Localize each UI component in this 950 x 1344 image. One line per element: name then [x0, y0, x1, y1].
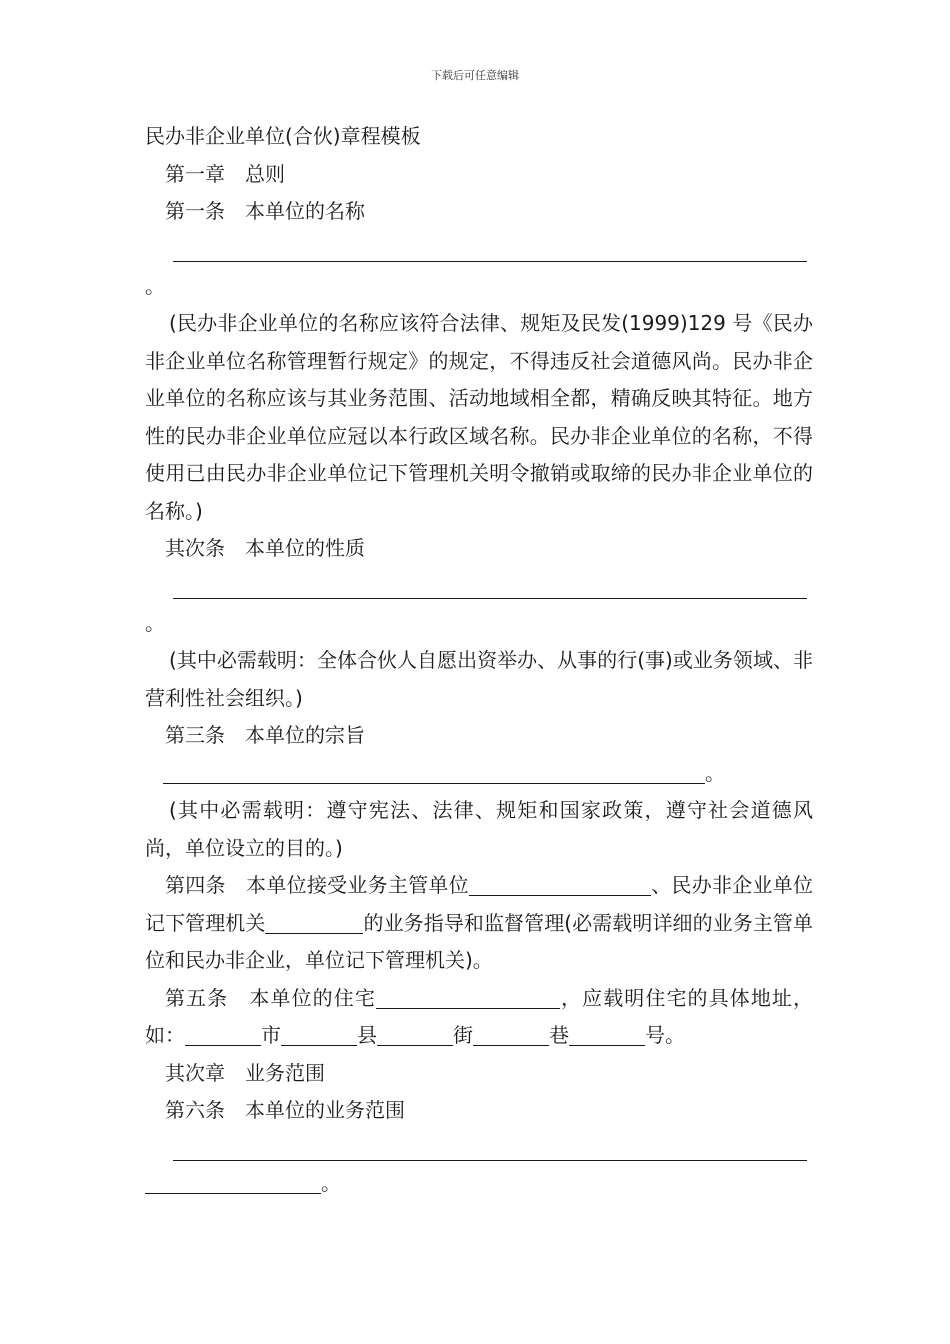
article-5-part-2: ，应载明住宅的具体地址，如：: [145, 985, 814, 1047]
number-blank: [569, 1023, 645, 1046]
article-3-period: 。: [705, 760, 725, 785]
city-blank: [185, 1023, 261, 1046]
street-label: 街: [453, 1023, 473, 1047]
lane-blank: [473, 1023, 549, 1046]
article-4-number: 第四条: [165, 873, 226, 897]
number-label: 号。: [645, 1023, 685, 1047]
lane-label: 巷: [549, 1023, 569, 1047]
article-1-fill-line: [173, 239, 807, 262]
article-6-number: 第六条: [165, 1098, 225, 1122]
article-6-heading: [145, 1092, 813, 1130]
article-2-note: (其中必需载明：全体合伙人自愿出资举办、从事的行(事)或业务领域、非营利性社会组织。): [145, 648, 813, 710]
article-6-period: 。: [321, 1170, 341, 1195]
article-3-heading: [145, 717, 813, 755]
business-authority-blank: [469, 873, 651, 896]
chapter-2-number: 其次章: [165, 1060, 225, 1085]
article-2-number: 其次条: [165, 536, 225, 560]
registration-authority-blank: [265, 911, 363, 934]
chapter-2-name: 业务范围: [245, 1060, 325, 1085]
article-4-part-3: 的业务指导和监督管理(必需载明详细的业务主管单位和民办非企业，单位记下管理机关)。: [145, 910, 813, 972]
article-2-text: 本单位的性质: [245, 536, 365, 560]
article-1-period: 。: [145, 273, 165, 298]
chapter-1-name: 总则: [245, 161, 285, 186]
article-2-fill-line: [173, 576, 807, 599]
article-1-note: (民办非企业单位的名称应该符合法律、规矩及民发(1999)129 号《民办非企业单位名称管理暂行规定》的规定，不得违反社会道德风尚。民办非企业单位的名称应该与其业务范围、活动地域相全都，精确反映其特征。地方性的民办非企业单位应冠以本行政区域名称。民办非企业单位的名称，不得使用已由民办非企业单位记下管理机关明令撤销或取缔的民办非企业单位的名称。): [145, 311, 813, 523]
article-1-number: 第一条: [165, 199, 225, 223]
residence-blank: [376, 986, 560, 1009]
article-2-period: 。: [145, 610, 165, 635]
article-1-heading: [145, 193, 813, 231]
article-4: [145, 867, 813, 980]
article-1-text: 本单位的名称: [245, 199, 365, 223]
article-4-part-1: 本单位接受业务主管单位: [245, 873, 469, 897]
article-5-part-1: 本单位的住宅: [248, 985, 376, 1010]
article-5-number: 第五条: [165, 985, 229, 1010]
article-2-heading: [145, 530, 813, 568]
article-5: [145, 980, 813, 1055]
article-6-text: 本单位的业务范围: [245, 1098, 405, 1122]
county-blank: [281, 1023, 357, 1046]
county-label: 县: [357, 1023, 377, 1047]
article-6-fill-line-2: [145, 1171, 321, 1194]
page-header: 下载后可任意编辑: [431, 69, 519, 82]
article-4-part-2: 、民办非企业单位记下管理机关: [145, 873, 814, 935]
article-3-note: (其中必需载明：遵守宪法、法律、规矩和国家政策，遵守社会道德风尚，单位设立的目的。): [145, 798, 813, 860]
article-3-number: 第三条: [165, 723, 225, 747]
article-3-fill-line: [163, 761, 705, 784]
chapter-2-heading: [145, 1055, 813, 1093]
chapter-1-heading: [145, 156, 813, 194]
article-6-fill-row-2: [145, 1165, 813, 1203]
chapter-1-number: 第一章: [165, 161, 225, 186]
article-6-fill-line-1: [173, 1138, 807, 1161]
street-blank: [377, 1023, 453, 1046]
document-title: 民办非企业单位(合伙)章程模板: [145, 124, 421, 148]
city-label: 市: [261, 1023, 281, 1047]
article-3-text: 本单位的宗旨: [245, 723, 365, 747]
article-3-fill-row: [145, 755, 813, 793]
document-body: [145, 118, 813, 1202]
